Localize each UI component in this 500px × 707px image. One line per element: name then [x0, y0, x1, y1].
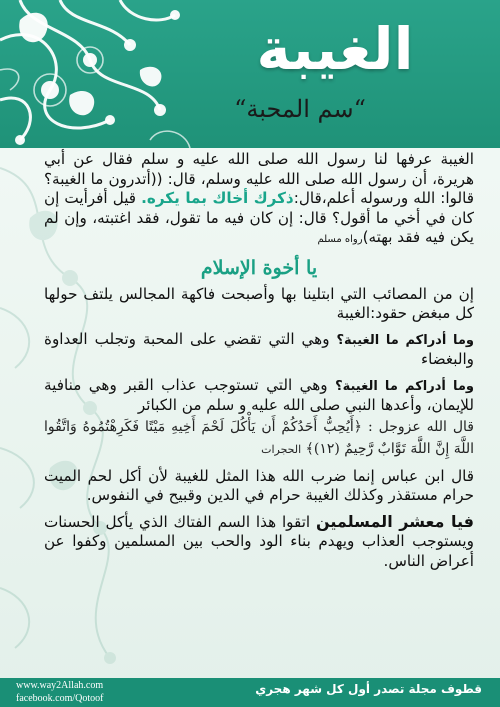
footer-tagline: قطوف مجلة تصدر أول كل شهر هجري — [255, 682, 482, 696]
hadith-paragraph: الغيبة عرفها لنا رسول الله صلى الله عليه و سلم فقال عن أبي هريرة، أن رسول الله صلى الله عليه وسلم، قال: ((أتدرون ما الغيبة؟ قالوا: الله ورسوله أعلم،قال:ذكرك أخاك بما يكره. قيل أفرأيت إن كان في أخي ما أقول؟ قال: إن كان فيه ما تقول، فقد اغتبته، وإن لم يكن فيه فقد بهته)رواه مسلم — [44, 150, 474, 246]
closing-paragraph: فيا معشر المسلمين اتقوا هذا السم الفتاك الذي يأكل الحسنات ويستوجب العذاب ويهدم بناء الود والحب بين المسلمين وكفوا عن أعراض الناس. — [44, 511, 475, 570]
ibn-abbas-paragraph: قال ابن عباس إنما ضرب الله هذا المثل للغيبة لأن أكل لحم الميت حرام مستقذر وكذلك الغيبة حرام في الدين وقبيح في النفوس. — [44, 466, 474, 504]
quran-verse: قال الله عزوجل : ﴿أَيُحِبُّ أَحَدُكُمْ أَن يَأْكُلَ لَحْمَ أَخِيهِ مَيْتًا فَكَرِهْتُمُوهُ وَاتَّقُوا اللَّهَ إِنَّ اللَّهَ تَوَّابٌ رَّحِيمٌ (١٢)﴾ الحجرات — [44, 418, 474, 457]
footer-links — [16, 679, 103, 705]
article-body — [44, 150, 474, 571]
website-link[interactable]: www.way2Allah.com — [16, 680, 104, 691]
quran-reference: الحجرات — [261, 442, 302, 456]
footer-bar — [0, 678, 500, 707]
hadith-highlight: ذكرك أخاك بما يكره. — [141, 189, 294, 207]
page-title: الغيبة — [256, 15, 414, 83]
section-heading: يا أخوة الإسلام — [200, 256, 318, 279]
header-banner — [0, 0, 500, 148]
page-subtitle: “سم المحبة“ — [234, 95, 366, 123]
facebook-link[interactable]: facebook.com/Qotoof — [16, 693, 104, 704]
floral-ornament-icon — [0, 0, 210, 148]
question-paragraph-1: وما أدراكم ما الغيبة؟ وهي التي تقضي على المحبة وتجلب العداوة والبغضاء — [44, 329, 474, 368]
intro-paragraph: إن من المصائب التي ابتلينا بها وأصبحت فاكهة المجالس يلتف حولها كل مبغض حقود:الغيبة — [44, 284, 474, 322]
question-paragraph-2: وما أدراكم ما الغيبة؟ وهي التي تستوجب عذاب القبر وهي منافية للإيمان، وأعدها النبي صلى الله عليه و سلم من الكبائر — [44, 375, 474, 414]
hadith-source: رواه مسلم — [317, 234, 363, 245]
